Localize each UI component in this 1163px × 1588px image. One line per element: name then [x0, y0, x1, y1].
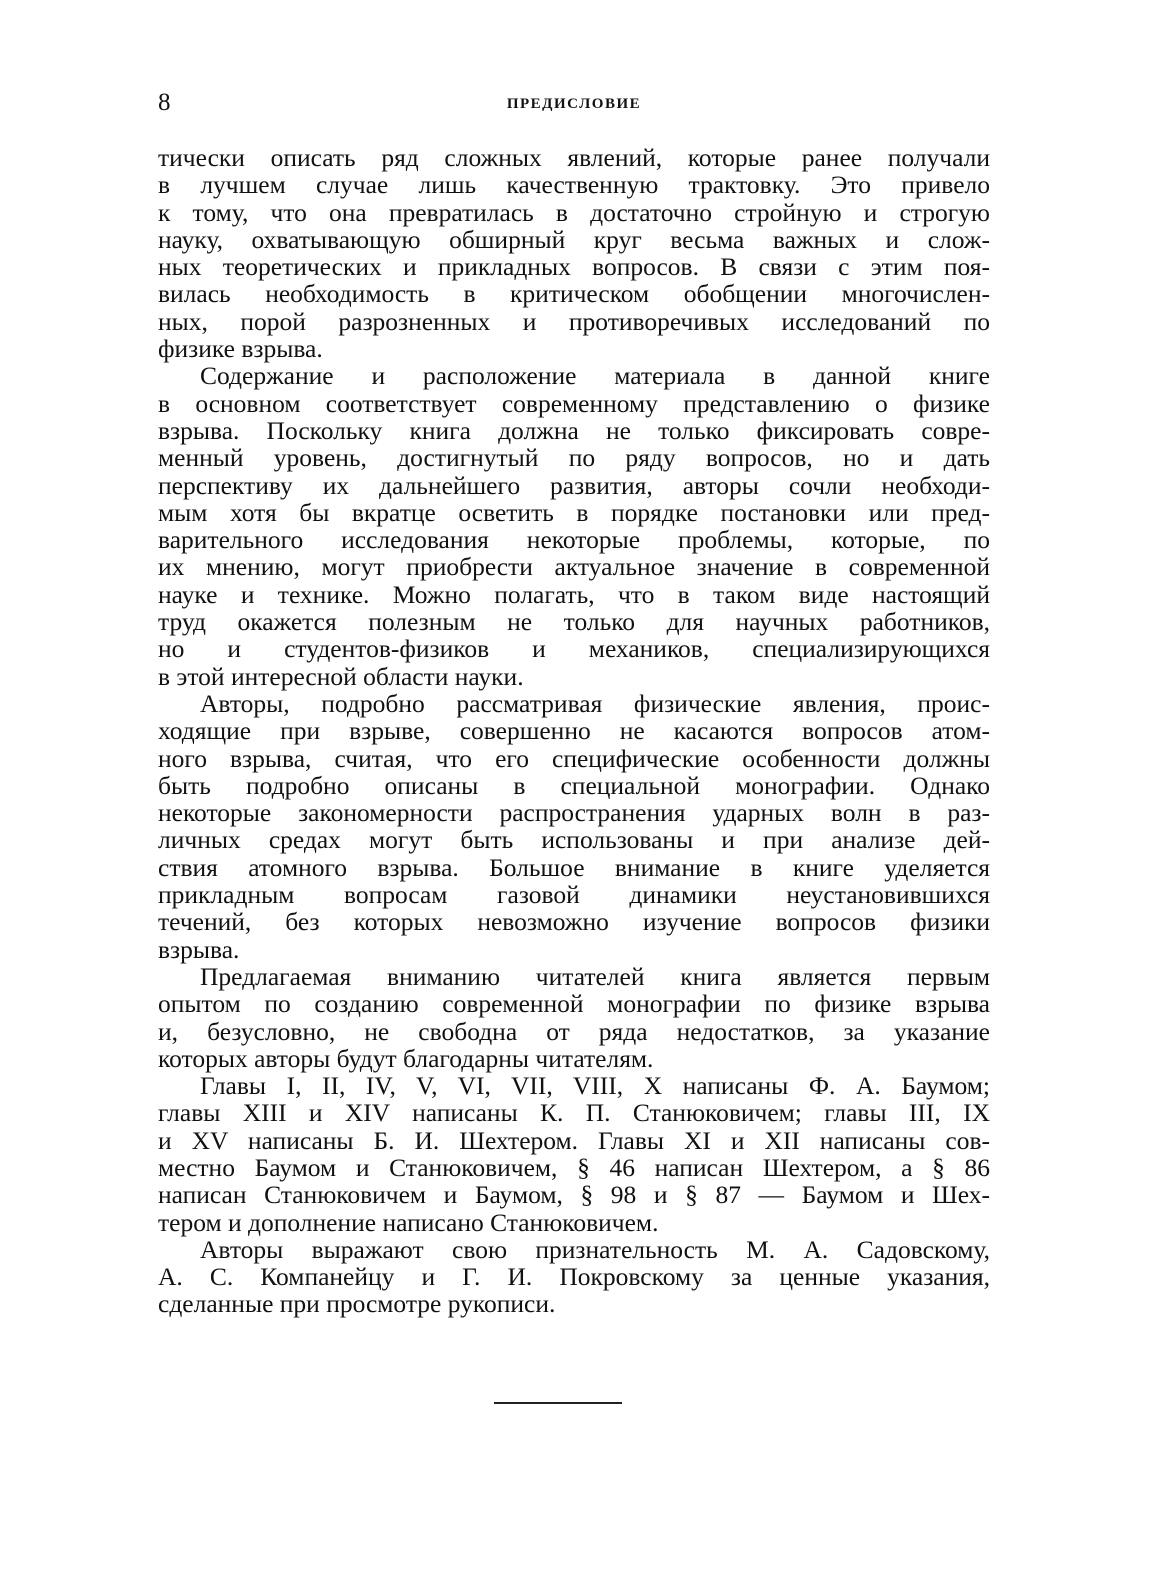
text-line: главы XIII и XIV написаны К. П. Станюковичем; главы III, IX [158, 1098, 990, 1128]
text-line: вилась необходимость в критическом обобщении многочислен- [158, 279, 990, 309]
text-line: А. С. Компанейцу и Г. И. Покровскому за ценные указания, [158, 1262, 990, 1292]
section-title: ПРЕДИСЛОВИЕ [506, 96, 642, 112]
text-line: Авторы, подробно рассматривая физические явления, проис- [200, 688, 990, 718]
text-line: тером и дополнение написано Станюковичем. [158, 1207, 659, 1237]
text-line: в этой интересной области науки. [158, 661, 524, 691]
text-line: ных теоретических и прикладных вопросов. В связи с этим поя- [158, 252, 990, 282]
text-line: Главы I, II, IV, V, VI, VII, VIII, X написаны Ф. А. Баумом; [200, 1071, 990, 1101]
text-line: в лучшем случае лишь качественную трактовку. Это привело [158, 170, 990, 200]
text-line: сделанные при просмотре рукописи. [158, 1289, 556, 1319]
text-line: физике взрыва. [158, 334, 323, 364]
text-line: опытом по созданию современной монографии по физике взрыва [158, 989, 990, 1019]
text-line: их мнению, могут приобрести актуальное значение в современной [158, 552, 990, 582]
text-line: ного взрыва, считая, что его специфические особенности должны [158, 743, 990, 773]
text-line: местно Баумом и Станюковичем, § 46 написан Шехтером, а § 86 [158, 1152, 990, 1182]
text-line: менный уровень, достигнутый по ряду вопросов, но и дать [158, 443, 990, 473]
end-rule [494, 1402, 622, 1404]
text-line: которых авторы будут благодарны читателям. [158, 1043, 654, 1073]
text-line: и, безусловно, не свободна от ряда недостатков, за указание [158, 1016, 990, 1046]
text-line: перспективу их дальнейшего развития, авторы сочли необходи- [158, 470, 990, 500]
text-line: ходящие при взрыве, совершенно не касаются вопросов атом- [158, 716, 990, 746]
text-line: быть подробно описаны в специальной монографии. Однако [158, 770, 990, 800]
text-line: написан Станюковичем и Баумом, § 98 и § 87 — Баумом и Шех- [158, 1180, 990, 1210]
text-line: Содержание и расположение материала в данной книге [200, 361, 990, 391]
paragraph-authorship [158, 1072, 990, 1236]
text-line: труд окажется полезным не только для научных работников, [158, 607, 990, 637]
paragraph-continuation [158, 144, 990, 362]
text-line: Предлагаемая вниманию читателей книга является первым [200, 961, 990, 991]
text-line: науку, охватывающую обширный круг весьма важных и слож- [158, 224, 990, 254]
text-line: к тому, что она превратилась в достаточно стройную и строгую [158, 197, 990, 227]
running-head [158, 88, 990, 120]
page-number: 8 [158, 89, 171, 116]
text-line: взрыва. [158, 934, 240, 964]
text-line: личных средах могут быть использованы и при анализе дей- [158, 825, 990, 855]
text-line: и XV написаны Б. И. Шехтером. Главы XI и XII написаны сов- [158, 1125, 990, 1155]
text-line: мым хотя бы вкратце осветить в порядке постановки или пред- [158, 497, 990, 527]
text-line: ствия атомного взрыва. Большое внимание в книге уделяется [158, 852, 990, 882]
paragraph-content-arrangement [158, 362, 990, 690]
text-line: Авторы выражают свою признательность М. А. Садовскому, [200, 1234, 990, 1264]
text-line: некоторые закономерности распространения ударных волн в раз- [158, 798, 990, 828]
text-line: варительного исследования некоторые проблемы, которые, по [158, 525, 990, 555]
paragraph-first-attempt [158, 963, 990, 1072]
paragraph-acknowledgements [158, 1236, 990, 1318]
text-line: взрыва. Поскольку книга должна не только фиксировать совре- [158, 415, 990, 445]
paragraph-atomic-explosion [158, 690, 990, 963]
text-line: науке и технике. Можно полагать, что в таком виде настоящий [158, 579, 990, 609]
text-line: тически описать ряд сложных явлений, которые ранее получали [158, 143, 990, 172]
text-line: но и студентов-физиков и механиков, специализирующихся [158, 634, 990, 664]
text-line: течений, без которых невозможно изучение вопросов физики [158, 907, 990, 937]
text-line: прикладным вопросам газовой динамики неустановившихся [158, 880, 990, 910]
text-body [158, 144, 990, 1318]
text-line: в основном соответствует современному представлению о физике [158, 388, 990, 418]
text-line: ных, порой разрозненных и противоречивых исследований по [158, 306, 990, 336]
